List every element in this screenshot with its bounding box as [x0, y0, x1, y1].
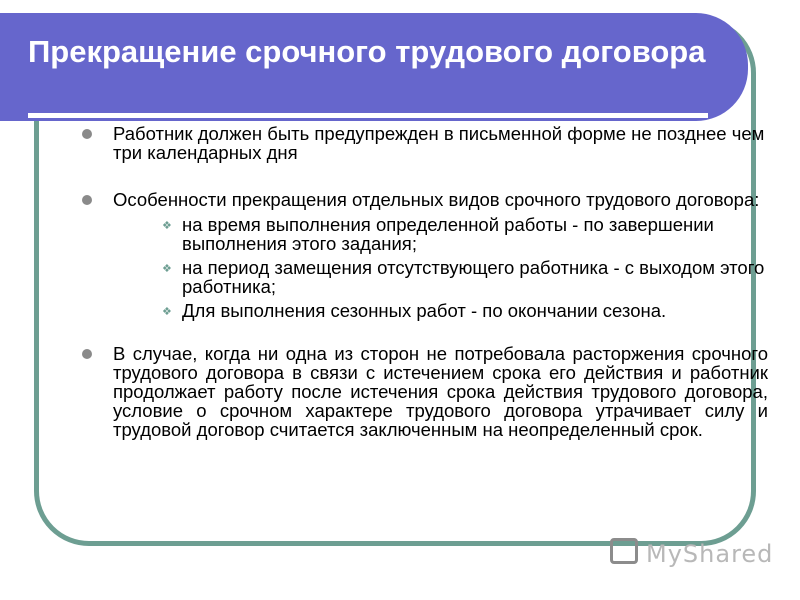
- bullet-item-3: [80, 344, 768, 439]
- bullet-item-1: [80, 124, 768, 162]
- bullet-dot-icon: [82, 129, 92, 139]
- diamond-bullet-icon: ❖: [162, 263, 172, 275]
- bullet-dot-icon: [82, 349, 92, 359]
- diamond-bullet-icon: ❖: [162, 306, 172, 318]
- sub-bullet-list: [80, 215, 768, 320]
- sub-bullet-text-1: на время выполнения определенной работы - по завершении выполнения этого задания;: [182, 214, 714, 254]
- bullet-dot-icon: [82, 195, 92, 205]
- sub-bullet-item-1: [80, 215, 768, 253]
- logo-text: MyShared: [646, 540, 774, 568]
- presentation-board-icon: [610, 538, 638, 564]
- slide-title: Прекращение срочного трудового договора: [28, 34, 706, 69]
- slide-content: [80, 124, 768, 439]
- bullet-text-2: Особенности прекращения отдельных видов срочного трудового договора:: [113, 189, 760, 210]
- sub-bullet-item-2: [80, 258, 768, 296]
- sub-bullet-text-2: на период замещения отсутствующего работника - с выходом этого работника;: [182, 257, 765, 297]
- bullet-text-1: Работник должен быть предупрежден в письменной форме не позднее чем три календарных дня: [113, 123, 765, 163]
- bullet-text-3: В случае, когда ни одна из сторон не потребовала расторжения срочного трудового договора в связи с истечением срока его действия и работник продолжает работу после истечения срока действия трудового договора, условие о срочном характере трудового договора утрачивает силу и трудовой договор считается заключенным на неопределенный срок.: [113, 343, 768, 440]
- sub-bullet-item-3: [80, 301, 768, 320]
- myshared-logo: [606, 536, 776, 572]
- title-bar: [0, 13, 748, 121]
- bullet-item-2: [80, 190, 768, 209]
- title-underline: [28, 113, 708, 118]
- diamond-bullet-icon: ❖: [162, 220, 172, 232]
- sub-bullet-text-3: Для выполнения сезонных работ - по окончании сезона.: [182, 300, 667, 321]
